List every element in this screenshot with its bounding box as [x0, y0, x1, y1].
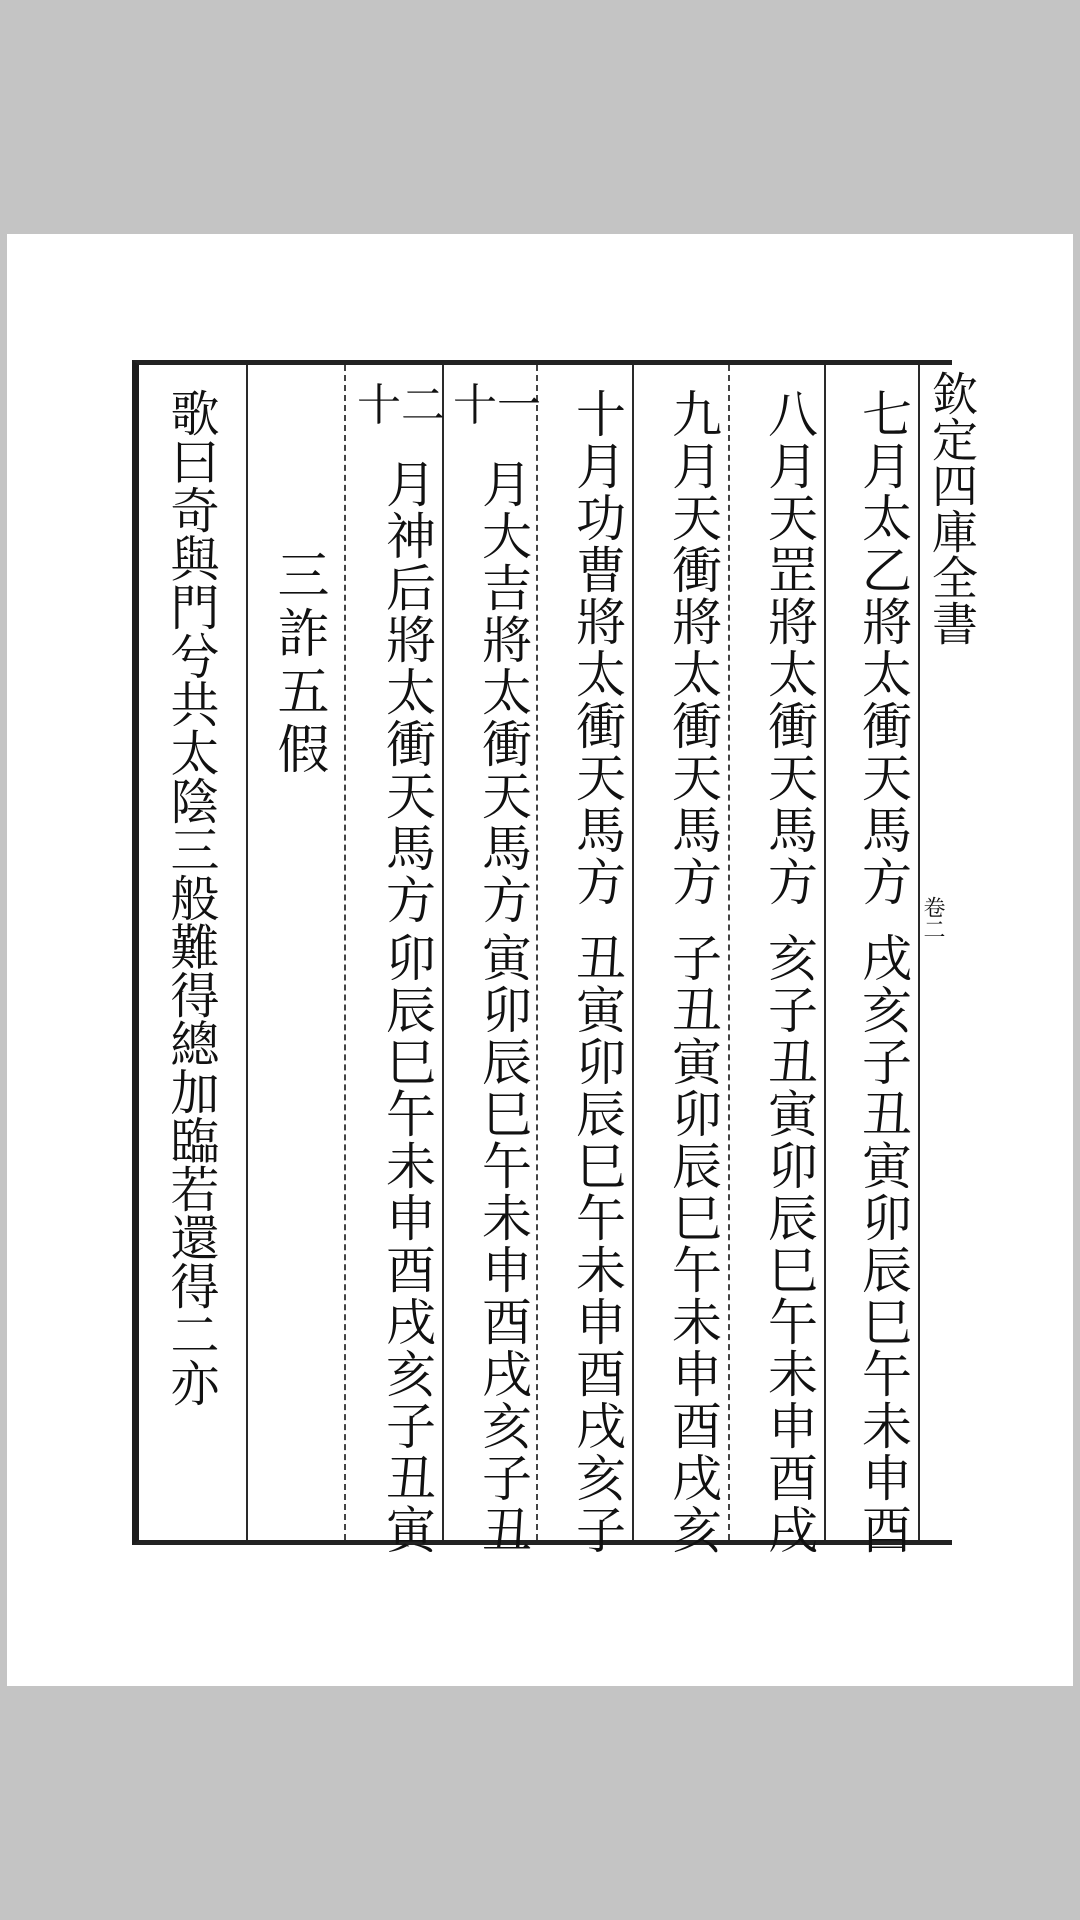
month-row-11: 月大吉將太衝天馬方 — [474, 458, 532, 926]
branch-sequence-12: 卯辰巳午未申酉戌亥子丑寅 — [378, 932, 436, 1556]
month-row-10: 十月功曹將太衝天馬方 — [568, 388, 626, 908]
branch-sequence-8: 亥子丑寅卯辰巳午未申酉戌 — [760, 932, 818, 1556]
month-row-7: 七月太乙將太衝天馬方 — [854, 388, 912, 908]
column-rule — [246, 365, 248, 1540]
section-heading: 三詐五假 — [268, 548, 328, 780]
month-row-8: 八月天罡將太衝天馬方 — [760, 388, 818, 908]
verse-text: 歌曰奇與門兮共太陰三般難得總加臨若還得二亦 — [163, 388, 220, 1407]
branch-sequence-7: 戌亥子丑寅卯辰巳午未申酉 — [854, 932, 912, 1556]
book-title: 欽定四庫全書 — [925, 370, 979, 646]
print-frame — [132, 360, 952, 1545]
month-row-12: 月神后將太衝天馬方 — [378, 458, 436, 926]
month-row-9: 九月天衝將太衝天馬方 — [664, 388, 722, 908]
branch-sequence-9: 子丑寅卯辰巳午未申酉戌亥 — [664, 932, 722, 1556]
branch-sequence-11: 寅卯辰巳午未申酉戌亥子丑 — [474, 932, 532, 1556]
volume-label: 卷二 — [920, 896, 945, 940]
branch-sequence-10: 丑寅卯辰巳午未申酉戌亥子 — [568, 932, 626, 1556]
month-digits: 十一 — [453, 380, 541, 431]
column-rule — [344, 365, 346, 1540]
month-digits: 十二 — [357, 380, 445, 431]
